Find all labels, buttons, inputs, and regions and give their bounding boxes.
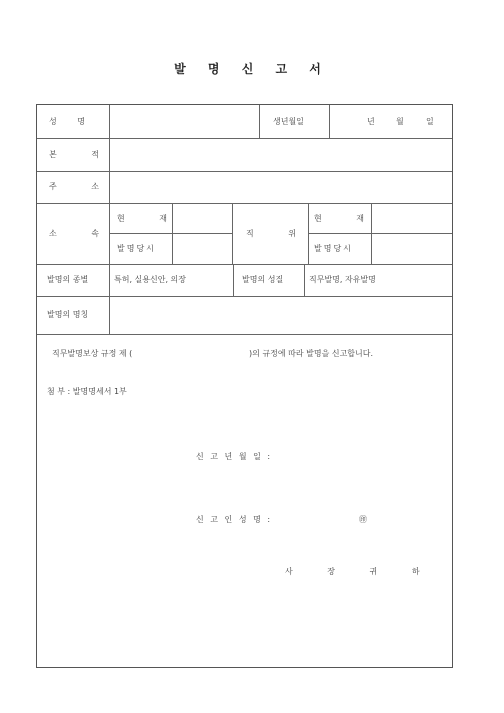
position-at-invention-label: 발명당시 [314, 244, 353, 253]
col-divider-position-left [232, 203, 233, 264]
affiliation-current-label: 현 재 [117, 214, 183, 223]
birthdate-year-label: 년 [367, 117, 375, 126]
seal-mark: ㊞ [359, 515, 367, 524]
invention-nature-label: 발명의 성질 [242, 275, 284, 284]
row-divider-3 [37, 203, 452, 204]
row-divider-affiliation-mid-left [110, 233, 232, 234]
row-divider-5 [37, 296, 452, 297]
col-divider-type-left [233, 264, 234, 296]
invention-type-value: 특허, 실용신안, 의장 [114, 275, 186, 284]
invention-nature-value: 직무발명, 자유발명 [309, 275, 376, 284]
invention-type-label: 발명의 종별 [47, 275, 89, 284]
affiliation-label: 소 속 [49, 229, 115, 238]
position-current-label: 현 재 [314, 214, 380, 223]
name-label: 성 명 [49, 117, 94, 126]
birthdate-month-label: 월 [396, 117, 404, 126]
col-divider-birthdate-left [259, 105, 260, 138]
birthdate-day-label: 일 [426, 117, 434, 126]
col-divider-affiliation-sub [172, 203, 173, 264]
reporter-name-label: 신 고 인 성 명 : [196, 515, 273, 524]
statement-prefix: 직무발명보상 규정 제 ( [52, 349, 133, 358]
attachment-label: 첨 부 : 발명명세서 1부 [47, 387, 127, 396]
row-divider-1 [37, 138, 452, 139]
col-divider-label [109, 105, 110, 334]
birthdate-label: 생년월일 [273, 117, 304, 126]
invention-report-form [36, 104, 453, 668]
statement-suffix: )의 규정에 따라 발명을 신고합니다. [249, 349, 374, 358]
row-divider-4 [37, 264, 452, 265]
row-divider-2 [37, 171, 452, 172]
affiliation-at-invention-label: 발명당시 [117, 244, 156, 253]
col-divider-type-right [304, 264, 305, 296]
report-date-label: 신 고 년 월 일 : [196, 452, 273, 461]
row-divider-affiliation-mid-right [308, 233, 452, 234]
row-divider-6 [37, 334, 452, 335]
addressee: 사 장 귀 하 [285, 567, 436, 576]
position-label: 직 위 [246, 229, 312, 238]
domicile-label: 본 적 [49, 150, 115, 159]
page-title: 발 명 신 고 서 [174, 62, 330, 76]
col-divider-birthdate-right [329, 105, 330, 138]
invention-name-label: 발명의 명칭 [47, 310, 89, 319]
address-label: 주 소 [49, 182, 115, 191]
col-divider-position-sub [371, 203, 372, 264]
